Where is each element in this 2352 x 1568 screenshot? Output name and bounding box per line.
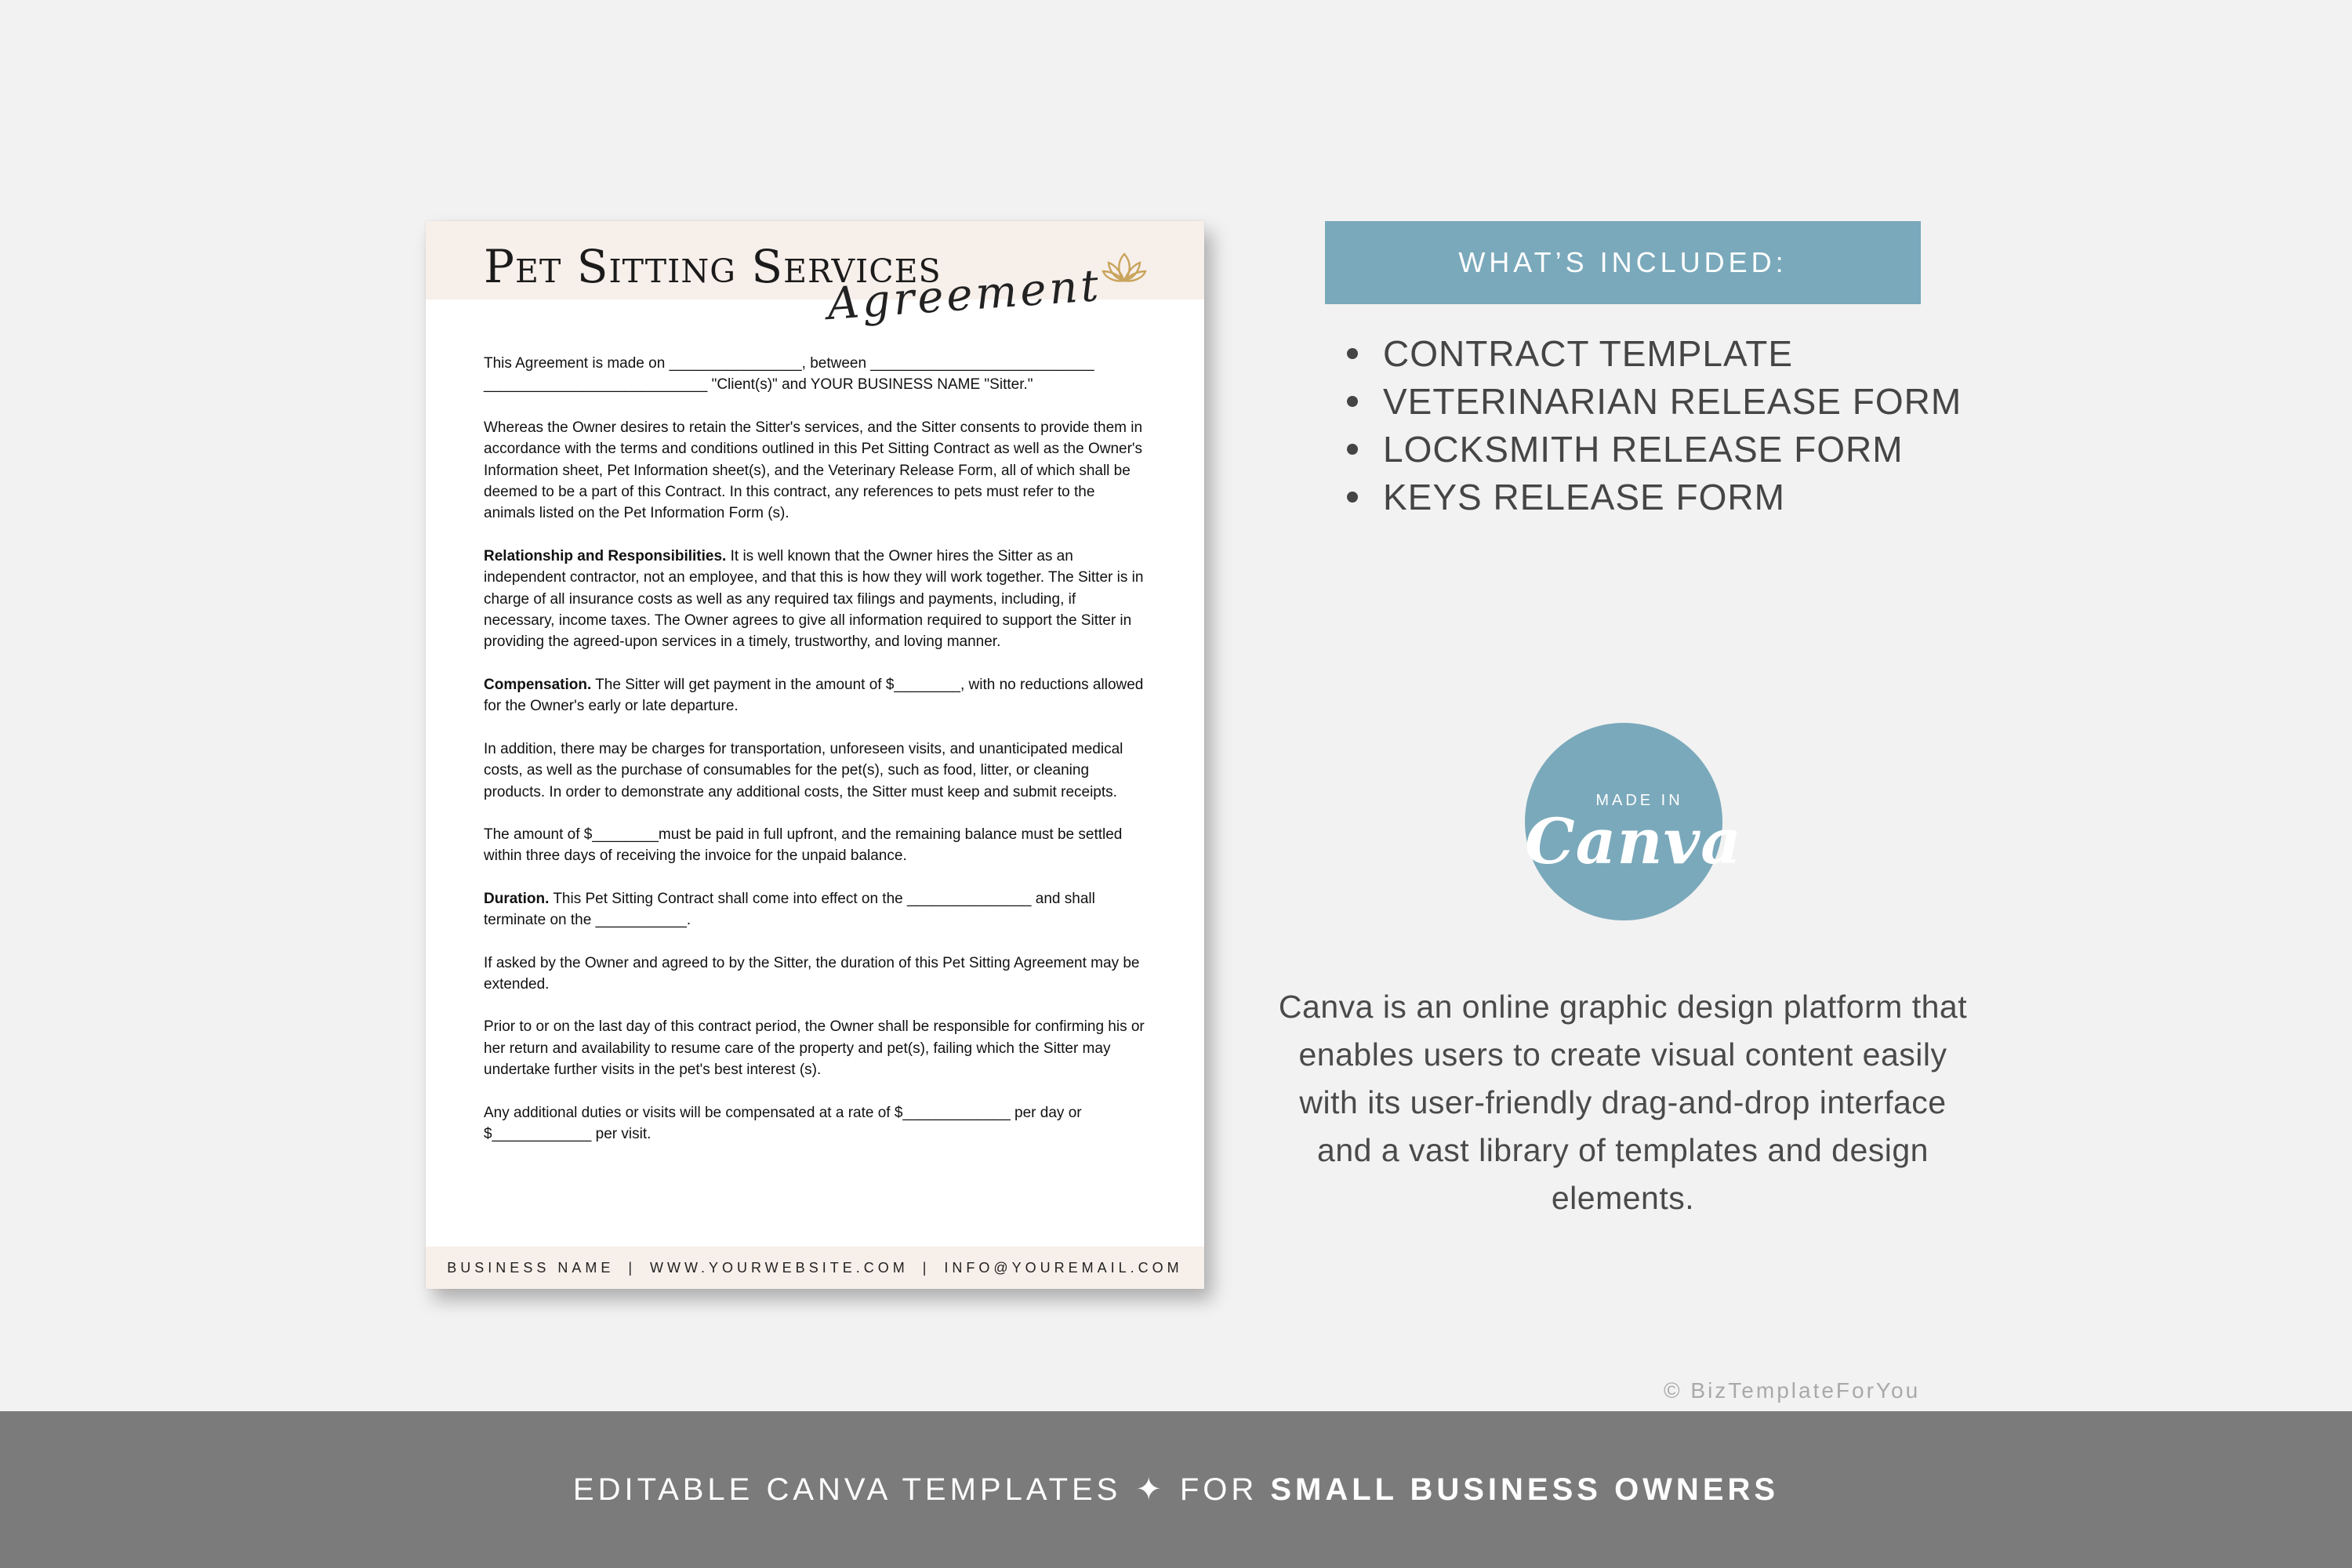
included-list: [1347, 329, 1962, 521]
banner-text-bold: SMALL BUSINESS OWNERS: [1270, 1472, 1780, 1507]
banner-text-middle: FOR: [1179, 1472, 1258, 1507]
list-item: [1347, 377, 1962, 425]
list-item-label: KEYS RELEASE FORM: [1383, 476, 1785, 517]
paragraph-text: This Pet Sitting Contract shall come into effect on the _______________ and shall terminate on the ___________.: [484, 890, 1095, 929]
badge-made-in-text: MADE IN: [1595, 792, 1683, 809]
copyright-text: © BizTemplateForYou: [1664, 1378, 1921, 1403]
paragraph-text: It is well known that the Owner hires the Sitter as an independent contractor, not an employee, and that this is how they will work together. The Sitter is in charge of all insurance costs as well as any required tax filings and payments, including, if necessary, income taxes. The Owner agrees to give all information required to support the Sitter in providing the agreed-upon services in a timely, trustworthy, and loving manner.: [484, 547, 1144, 651]
additional-charges-paragraph: [484, 739, 1150, 803]
footer-business-name: BUSINESS NAME: [447, 1259, 615, 1276]
banner-text-left: EDITABLE CANVA TEMPLATES: [572, 1472, 1122, 1507]
paragraph-text: Any additional duties or visits will be compensated at a rate of $_____________ per day or $____________ per visit.: [484, 1104, 1082, 1142]
footer-email: INFO@YOUREMAIL.COM: [944, 1259, 1183, 1276]
canva-description: Canva is an online graphic design platform that enables users to create visual content easily with its user-friendly drag-and-drop interface and a vast library of templates and design elements.: [1278, 989, 1968, 1216]
paragraph-heading: Compensation.: [484, 676, 592, 693]
agreement-paragraph: [484, 353, 1150, 396]
additional-duties-paragraph: [484, 1102, 1150, 1145]
list-item: [1347, 329, 1962, 377]
lotus-icon: [1102, 249, 1147, 285]
contract-document-preview: [426, 221, 1204, 1289]
sparkle-icon: ✦: [1135, 1472, 1166, 1507]
upfront-amount-paragraph: [484, 824, 1150, 867]
list-item-label: VETERINARIAN RELEASE FORM: [1383, 380, 1962, 422]
whats-included-header: WHAT’S INCLUDED:: [1325, 221, 1921, 304]
footer-separator: |: [628, 1259, 637, 1276]
made-in-canva-badge: [1525, 723, 1742, 920]
paragraph-heading: Duration.: [484, 890, 550, 907]
paragraph-text: This Agreement is made on ________________, between ___________________________ ___________________________ "Client(s)" and YOUR BUSINESS NAME "Sitter.": [484, 355, 1094, 394]
bullet-dot-icon: [1347, 396, 1358, 407]
return-confirmation-paragraph: [484, 1016, 1150, 1080]
document-body: [484, 353, 1150, 1166]
paragraph-text: In addition, there may be charges for transportation, unforeseen visits, and unanticipated medical costs, as well as the purchase of consumables for the pet(s), such as food, litter, or cleaning products. In order to demonstrate any additional costs, the Sitter must keep and submit receipts.: [484, 740, 1123, 800]
extension-paragraph: [484, 953, 1150, 996]
whereas-paragraph: [484, 417, 1150, 524]
list-item-label: LOCKSMITH RELEASE FORM: [1383, 428, 1904, 470]
list-item: [1347, 473, 1962, 521]
paragraph-heading: Relationship and Responsibilities.: [484, 547, 727, 564]
paragraph-text: If asked by the Owner and agreed to by the Sitter, the duration of this Pet Sitting Agreement may be extended.: [484, 954, 1140, 993]
document-script-subtitle: Agreement: [826, 260, 1103, 331]
duration-paragraph: [484, 888, 1150, 931]
paragraph-text: The Sitter will get payment in the amount of $________, with no reductions allowed for the Owner's early or late departure.: [484, 676, 1144, 715]
paragraph-text: The amount of $________must be paid in full upfront, and the remaining balance must be settled within three days of receiving the invoice for the unpaid balance.: [484, 826, 1123, 865]
paragraph-text: Whereas the Owner desires to retain the Sitter's services, and the Sitter consents to provide them in accordance with the terms and conditions outlined in this Pet Sitting Contract as well as the Owner's Information sheet, Pet Information sheet(s), and the Veterinary Release Form, all of which shall be deemed to be a part of this Contract. In this contract, any references to pets must refer to the animals listed on the Pet Information Form (s).: [484, 419, 1143, 522]
badge-canva-wordmark: Canva: [1525, 804, 1742, 878]
list-item: [1347, 425, 1962, 473]
bottom-banner: [0, 1411, 2352, 1568]
footer-website: WWW.YOURWEBSITE.COM: [650, 1259, 909, 1276]
relationship-paragraph: [484, 546, 1150, 653]
compensation-paragraph: [484, 674, 1150, 717]
bullet-dot-icon: [1347, 444, 1358, 455]
footer-separator: |: [922, 1259, 931, 1276]
bullet-dot-icon: [1347, 492, 1358, 503]
list-item-label: CONTRACT TEMPLATE: [1383, 332, 1794, 374]
document-title: Pet Sitting Services: [484, 240, 942, 293]
document-footer: [426, 1247, 1204, 1289]
bullet-dot-icon: [1347, 348, 1358, 359]
paragraph-text: Prior to or on the last day of this contract period, the Owner shall be responsible for confirming his or her return and availability to resume care of the property and pet(s), failing which the Sitter may undertake further visits in the pet's best interest (s).: [484, 1018, 1145, 1079]
